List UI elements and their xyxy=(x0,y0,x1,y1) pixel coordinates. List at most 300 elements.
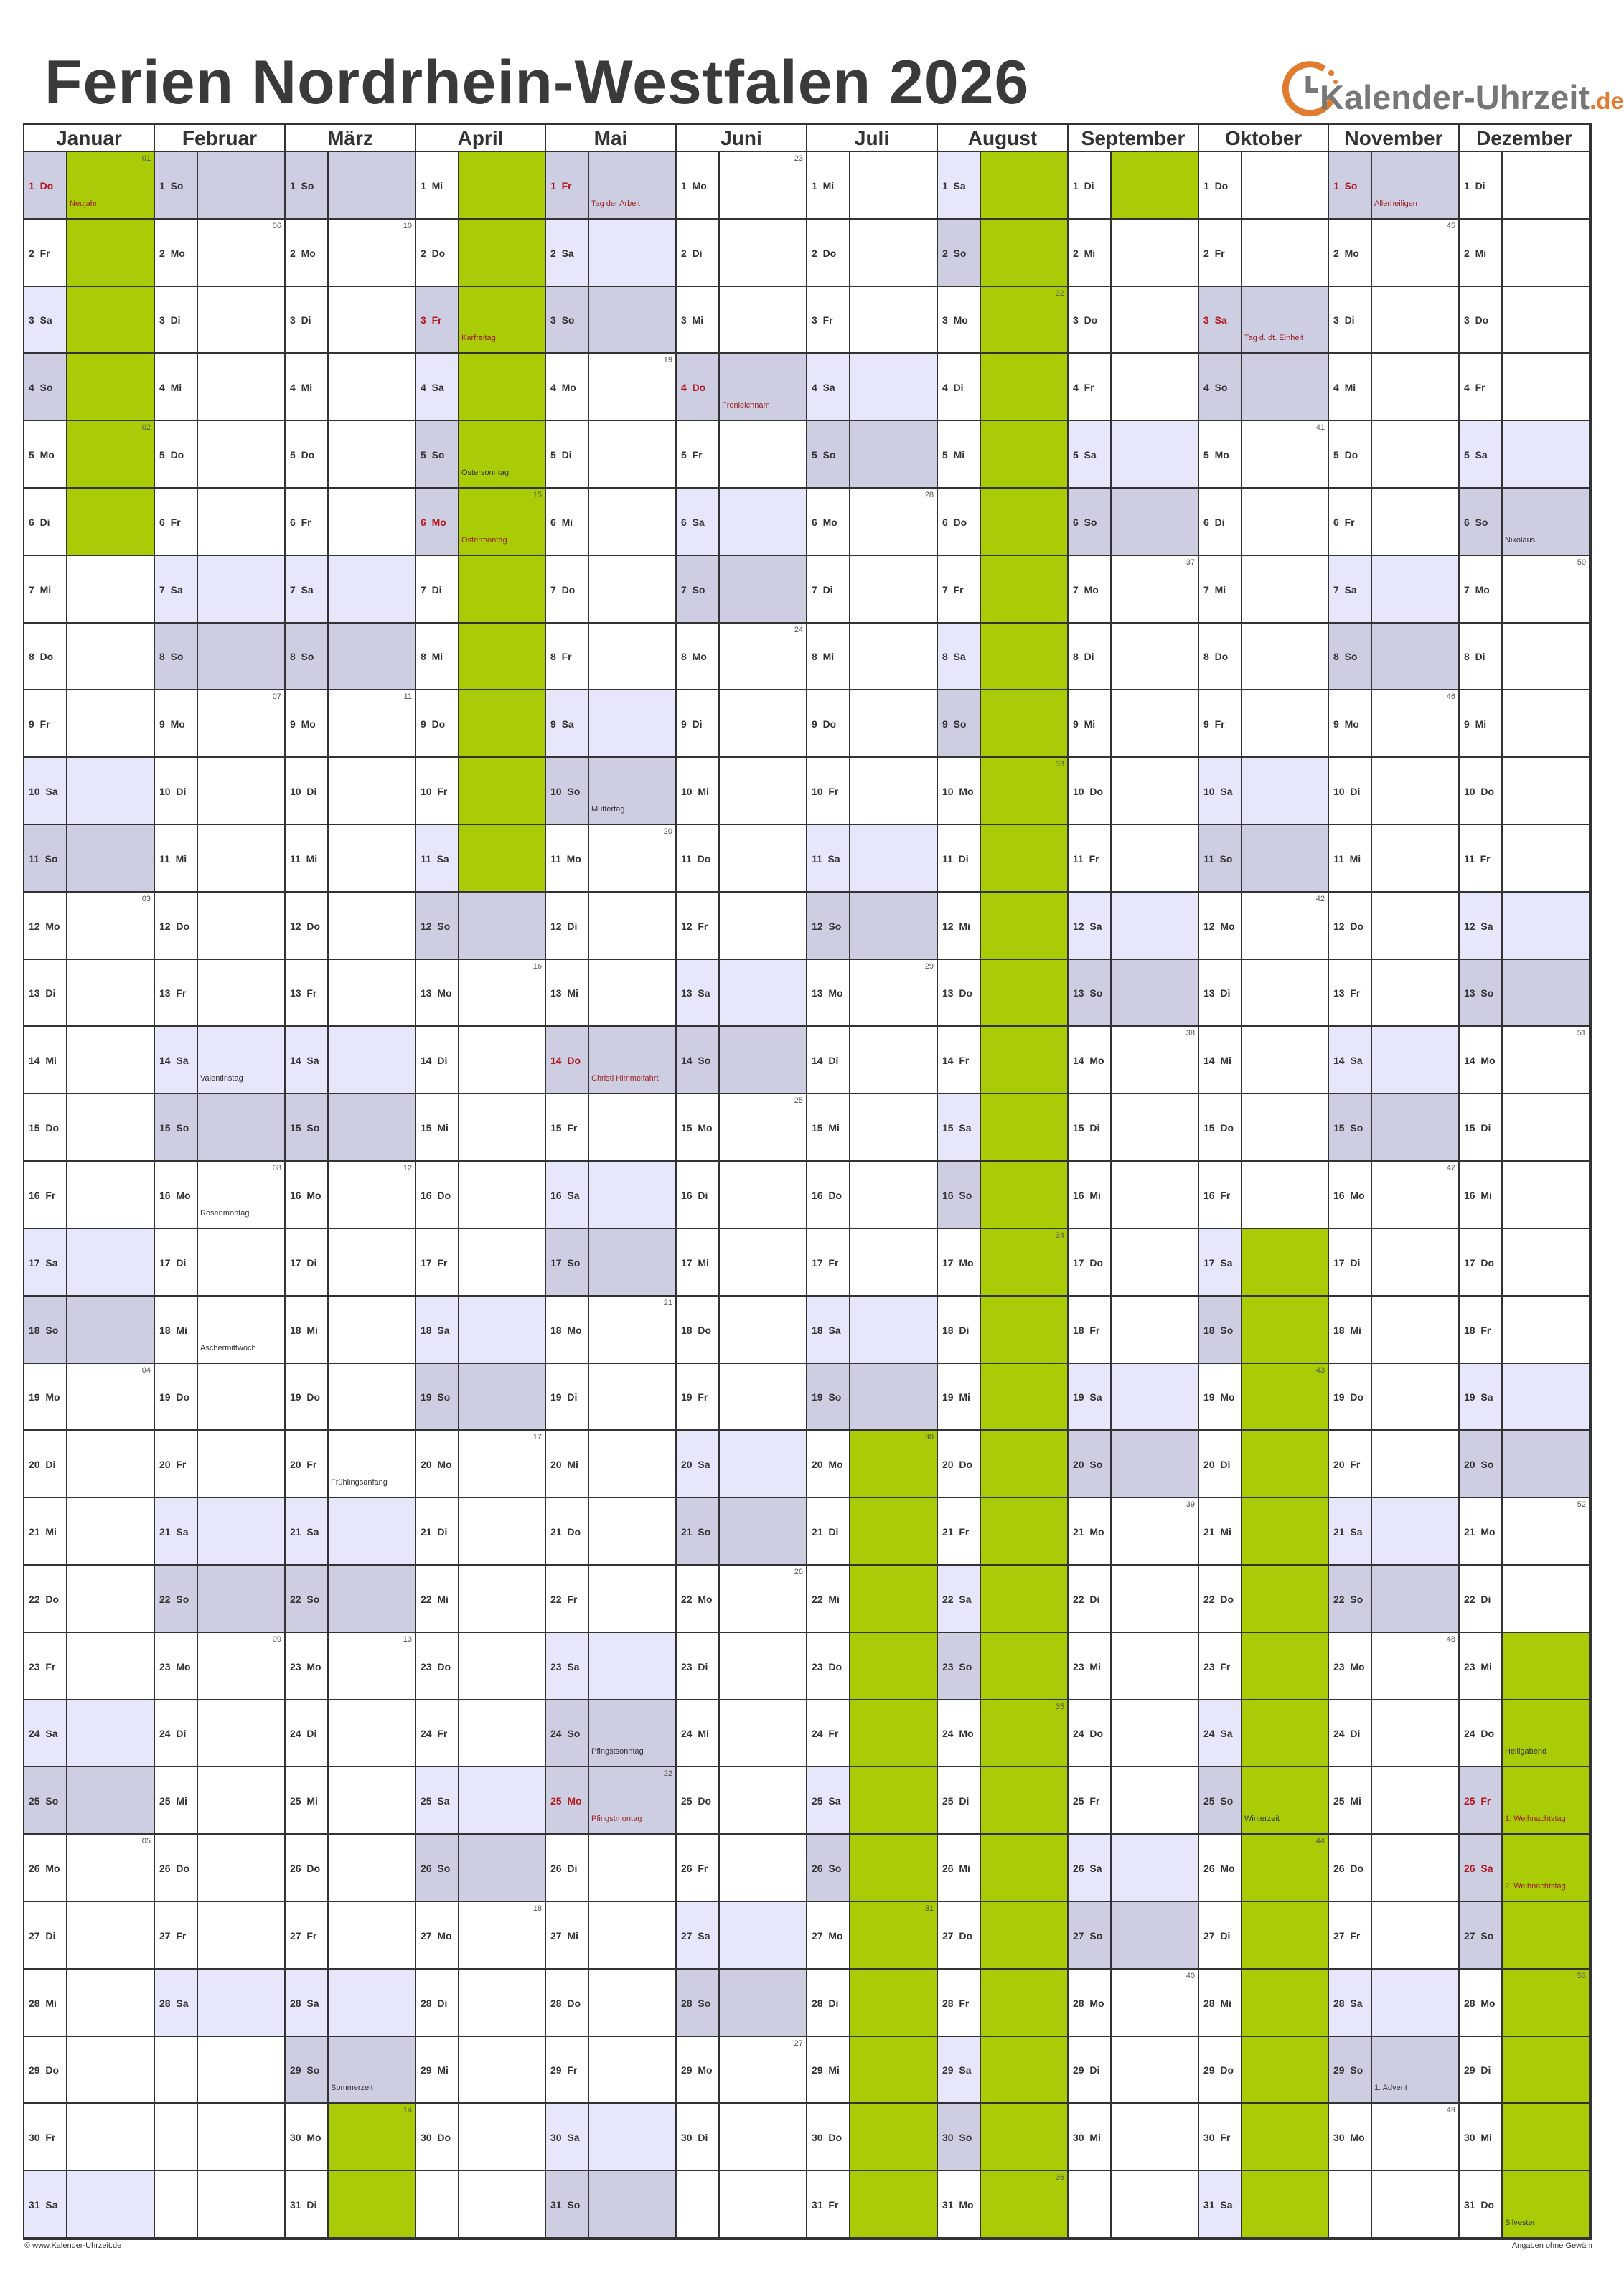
day-entry[interactable] xyxy=(1503,354,1590,421)
day-entry[interactable] xyxy=(720,1297,807,1364)
day-label[interactable] xyxy=(24,287,67,354)
day-label[interactable] xyxy=(1460,354,1503,421)
day-entry[interactable] xyxy=(459,1229,546,1297)
day-entry[interactable] xyxy=(1242,1767,1329,1835)
day-entry[interactable] xyxy=(198,354,286,421)
day-label[interactable] xyxy=(416,1970,459,2037)
day-entry[interactable] xyxy=(1112,1700,1199,1767)
day-label[interactable] xyxy=(416,1229,459,1297)
day-label[interactable] xyxy=(24,2037,67,2104)
day-label[interactable] xyxy=(1069,1633,1112,1700)
day-entry[interactable] xyxy=(720,1835,807,1902)
day-label[interactable] xyxy=(155,1700,198,1767)
day-entry[interactable] xyxy=(850,690,938,758)
day-label[interactable] xyxy=(1329,624,1372,690)
day-label[interactable] xyxy=(1069,1970,1112,2037)
day-entry[interactable] xyxy=(720,287,807,354)
day-label[interactable] xyxy=(546,758,589,825)
day-label[interactable] xyxy=(677,1767,720,1835)
day-label[interactable] xyxy=(155,1297,198,1364)
day-entry[interactable] xyxy=(981,690,1069,758)
day-label[interactable] xyxy=(1199,960,1242,1027)
day-label[interactable] xyxy=(416,354,459,421)
day-entry[interactable] xyxy=(850,1027,938,1094)
day-label[interactable] xyxy=(1460,152,1503,220)
day-entry[interactable] xyxy=(67,1970,155,2037)
day-label[interactable] xyxy=(546,1297,589,1364)
day-label[interactable] xyxy=(807,1431,850,1498)
day-label[interactable] xyxy=(155,1431,198,1498)
day-label[interactable] xyxy=(155,287,198,354)
day-label[interactable] xyxy=(1329,1902,1372,1970)
day-entry[interactable] xyxy=(1503,489,1590,556)
day-entry[interactable] xyxy=(720,1162,807,1229)
day-label[interactable] xyxy=(1069,1498,1112,1566)
day-entry[interactable] xyxy=(589,2171,677,2239)
day-label[interactable] xyxy=(1329,220,1372,287)
day-entry[interactable] xyxy=(1503,287,1590,354)
day-label[interactable] xyxy=(24,2171,67,2239)
day-label[interactable] xyxy=(1329,825,1372,893)
day-entry[interactable] xyxy=(720,1498,807,1566)
day-entry[interactable] xyxy=(459,758,546,825)
day-entry[interactable] xyxy=(198,758,286,825)
day-entry[interactable] xyxy=(459,624,546,690)
day-entry[interactable] xyxy=(720,690,807,758)
day-label[interactable] xyxy=(1329,354,1372,421)
day-label[interactable] xyxy=(807,220,850,287)
day-label[interactable] xyxy=(286,1633,329,1700)
day-entry[interactable] xyxy=(329,1229,416,1297)
day-entry[interactable] xyxy=(1372,421,1460,489)
day-entry[interactable] xyxy=(720,1364,807,1431)
day-entry[interactable] xyxy=(329,1970,416,2037)
day-entry[interactable] xyxy=(1503,556,1590,624)
day-entry[interactable] xyxy=(1503,220,1590,287)
day-label[interactable] xyxy=(1329,1566,1372,1633)
day-label[interactable] xyxy=(1460,1162,1503,1229)
day-entry[interactable] xyxy=(850,489,938,556)
day-label[interactable] xyxy=(1329,287,1372,354)
day-entry[interactable] xyxy=(720,1700,807,1767)
day-label[interactable] xyxy=(416,1902,459,1970)
day-entry[interactable] xyxy=(981,1835,1069,1902)
day-entry[interactable] xyxy=(720,152,807,220)
day-label[interactable] xyxy=(938,354,981,421)
day-entry[interactable] xyxy=(459,1094,546,1162)
day-label[interactable] xyxy=(24,1498,67,1566)
day-label[interactable] xyxy=(546,287,589,354)
day-entry[interactable] xyxy=(589,1767,677,1835)
day-entry[interactable] xyxy=(981,1229,1069,1297)
day-label[interactable] xyxy=(677,2037,720,2104)
day-entry[interactable] xyxy=(67,1364,155,1431)
day-entry[interactable] xyxy=(589,1566,677,1633)
day-entry[interactable] xyxy=(1372,489,1460,556)
day-label[interactable] xyxy=(807,421,850,489)
day-entry[interactable] xyxy=(198,1498,286,1566)
day-entry[interactable] xyxy=(981,758,1069,825)
day-label[interactable] xyxy=(1329,1767,1372,1835)
day-entry[interactable] xyxy=(589,421,677,489)
day-label[interactable] xyxy=(807,1902,850,1970)
day-label[interactable] xyxy=(24,690,67,758)
day-entry[interactable] xyxy=(850,825,938,893)
day-label[interactable] xyxy=(24,1229,67,1297)
day-entry[interactable] xyxy=(981,1700,1069,1767)
day-label[interactable] xyxy=(286,1902,329,1970)
day-label[interactable] xyxy=(1329,960,1372,1027)
day-entry[interactable] xyxy=(1372,1700,1460,1767)
day-label[interactable] xyxy=(546,2037,589,2104)
day-label[interactable] xyxy=(677,758,720,825)
day-label[interactable] xyxy=(677,1700,720,1767)
day-label[interactable] xyxy=(1460,1902,1503,1970)
day-entry[interactable] xyxy=(1112,1229,1199,1297)
day-label[interactable] xyxy=(938,1431,981,1498)
day-entry[interactable] xyxy=(589,624,677,690)
day-entry[interactable] xyxy=(720,1902,807,1970)
day-entry[interactable] xyxy=(850,2171,938,2239)
day-label[interactable] xyxy=(1199,287,1242,354)
day-entry[interactable] xyxy=(720,556,807,624)
day-label[interactable] xyxy=(416,624,459,690)
day-entry[interactable] xyxy=(329,421,416,489)
day-label[interactable] xyxy=(286,1566,329,1633)
day-entry[interactable] xyxy=(67,758,155,825)
day-entry[interactable] xyxy=(981,1431,1069,1498)
day-label[interactable] xyxy=(1199,1027,1242,1094)
day-label[interactable] xyxy=(807,1633,850,1700)
day-label[interactable] xyxy=(286,960,329,1027)
day-entry[interactable] xyxy=(1112,489,1199,556)
day-label[interactable] xyxy=(938,1162,981,1229)
day-label[interactable] xyxy=(286,2104,329,2171)
day-label[interactable] xyxy=(546,1767,589,1835)
day-entry[interactable] xyxy=(720,1431,807,1498)
day-entry[interactable] xyxy=(198,893,286,960)
day-label[interactable] xyxy=(416,1431,459,1498)
day-entry[interactable] xyxy=(459,825,546,893)
day-entry[interactable] xyxy=(720,220,807,287)
day-entry[interactable] xyxy=(198,152,286,220)
day-label[interactable] xyxy=(938,2171,981,2239)
day-label[interactable] xyxy=(1460,825,1503,893)
day-entry[interactable] xyxy=(981,1297,1069,1364)
day-entry[interactable] xyxy=(589,1297,677,1364)
day-label[interactable] xyxy=(677,1364,720,1431)
day-label[interactable] xyxy=(807,489,850,556)
day-entry[interactable] xyxy=(1242,1633,1329,1700)
day-label[interactable] xyxy=(416,1498,459,1566)
day-entry[interactable] xyxy=(198,1094,286,1162)
day-label[interactable] xyxy=(1069,2104,1112,2171)
day-label[interactable] xyxy=(155,1498,198,1566)
day-label[interactable] xyxy=(1069,1767,1112,1835)
day-entry[interactable] xyxy=(720,624,807,690)
day-entry[interactable] xyxy=(67,2037,155,2104)
day-label[interactable] xyxy=(1460,2171,1503,2239)
day-entry[interactable] xyxy=(1242,220,1329,287)
day-label[interactable] xyxy=(1199,2104,1242,2171)
day-label[interactable] xyxy=(286,1364,329,1431)
day-label[interactable] xyxy=(546,1027,589,1094)
day-label[interactable] xyxy=(1199,1498,1242,1566)
day-entry[interactable] xyxy=(198,1229,286,1297)
day-label[interactable] xyxy=(1329,421,1372,489)
day-entry[interactable] xyxy=(1503,421,1590,489)
day-entry[interactable] xyxy=(981,893,1069,960)
day-entry[interactable] xyxy=(329,489,416,556)
day-label[interactable] xyxy=(155,1835,198,1902)
day-entry[interactable] xyxy=(329,1094,416,1162)
day-entry[interactable] xyxy=(329,690,416,758)
day-entry[interactable] xyxy=(329,893,416,960)
day-label[interactable] xyxy=(1069,825,1112,893)
day-label[interactable] xyxy=(1329,1229,1372,1297)
day-label[interactable] xyxy=(677,354,720,421)
day-entry[interactable] xyxy=(329,354,416,421)
day-entry[interactable] xyxy=(1112,2104,1199,2171)
day-label[interactable] xyxy=(286,489,329,556)
day-label[interactable] xyxy=(807,354,850,421)
day-label[interactable] xyxy=(286,152,329,220)
day-entry[interactable] xyxy=(1112,1902,1199,1970)
day-entry[interactable] xyxy=(329,960,416,1027)
day-label[interactable] xyxy=(1199,1767,1242,1835)
day-entry[interactable] xyxy=(1112,1297,1199,1364)
day-label[interactable] xyxy=(1069,624,1112,690)
day-entry[interactable] xyxy=(459,1700,546,1767)
day-entry[interactable] xyxy=(1112,152,1199,220)
day-entry[interactable] xyxy=(1372,1902,1460,1970)
day-entry[interactable] xyxy=(1242,1431,1329,1498)
day-entry[interactable] xyxy=(850,421,938,489)
day-entry[interactable] xyxy=(1503,1835,1590,1902)
day-label[interactable] xyxy=(1199,893,1242,960)
day-label[interactable] xyxy=(546,489,589,556)
day-label[interactable] xyxy=(416,287,459,354)
day-label[interactable] xyxy=(1329,1970,1372,2037)
day-label[interactable] xyxy=(1460,2104,1503,2171)
day-label[interactable] xyxy=(1460,556,1503,624)
day-entry[interactable] xyxy=(329,1498,416,1566)
day-label[interactable] xyxy=(1069,1700,1112,1767)
day-entry[interactable] xyxy=(850,960,938,1027)
day-entry[interactable] xyxy=(850,1633,938,1700)
day-label[interactable] xyxy=(155,960,198,1027)
day-label[interactable] xyxy=(1460,1297,1503,1364)
day-label[interactable] xyxy=(807,825,850,893)
day-entry[interactable] xyxy=(198,421,286,489)
day-entry[interactable] xyxy=(1242,152,1329,220)
day-label[interactable] xyxy=(938,1633,981,1700)
day-entry[interactable] xyxy=(850,2037,938,2104)
day-label[interactable] xyxy=(1069,690,1112,758)
day-label[interactable] xyxy=(155,152,198,220)
day-label[interactable] xyxy=(807,758,850,825)
day-entry[interactable] xyxy=(198,287,286,354)
day-label[interactable] xyxy=(1069,1229,1112,1297)
day-label[interactable] xyxy=(546,1094,589,1162)
day-entry[interactable] xyxy=(1242,1229,1329,1297)
day-label[interactable] xyxy=(677,825,720,893)
day-entry[interactable] xyxy=(67,1902,155,1970)
day-entry[interactable] xyxy=(720,825,807,893)
day-label[interactable] xyxy=(1199,2037,1242,2104)
day-entry[interactable] xyxy=(67,354,155,421)
day-entry[interactable] xyxy=(1503,758,1590,825)
day-label[interactable] xyxy=(938,1902,981,1970)
day-label[interactable] xyxy=(1460,1229,1503,1297)
day-entry[interactable] xyxy=(1372,152,1460,220)
day-entry[interactable] xyxy=(720,2104,807,2171)
day-label[interactable] xyxy=(546,1498,589,1566)
day-entry[interactable] xyxy=(1372,1094,1460,1162)
day-entry[interactable] xyxy=(589,489,677,556)
day-label[interactable] xyxy=(286,556,329,624)
day-entry[interactable] xyxy=(67,1566,155,1633)
day-entry[interactable] xyxy=(1372,1835,1460,1902)
day-entry[interactable] xyxy=(1372,893,1460,960)
day-entry[interactable] xyxy=(329,1297,416,1364)
day-label[interactable] xyxy=(807,1297,850,1364)
day-label[interactable] xyxy=(416,893,459,960)
day-entry[interactable] xyxy=(329,1835,416,1902)
day-entry[interactable] xyxy=(589,1364,677,1431)
day-label[interactable] xyxy=(1199,1566,1242,1633)
day-label[interactable] xyxy=(938,825,981,893)
day-label[interactable] xyxy=(938,1970,981,2037)
day-label[interactable] xyxy=(677,152,720,220)
day-label[interactable] xyxy=(677,421,720,489)
day-entry[interactable] xyxy=(1372,1027,1460,1094)
day-entry[interactable] xyxy=(1242,758,1329,825)
day-label[interactable] xyxy=(416,1835,459,1902)
day-entry[interactable] xyxy=(981,825,1069,893)
day-entry[interactable] xyxy=(1242,1835,1329,1902)
day-label[interactable] xyxy=(286,220,329,287)
day-label[interactable] xyxy=(286,1094,329,1162)
day-label[interactable] xyxy=(677,1566,720,1633)
day-label[interactable] xyxy=(938,220,981,287)
day-label[interactable] xyxy=(1199,1633,1242,1700)
day-label[interactable] xyxy=(416,220,459,287)
day-label[interactable] xyxy=(1199,758,1242,825)
day-entry[interactable] xyxy=(589,1229,677,1297)
day-label[interactable] xyxy=(1329,2037,1372,2104)
day-label[interactable] xyxy=(1069,354,1112,421)
day-entry[interactable] xyxy=(459,287,546,354)
day-label[interactable] xyxy=(807,1970,850,2037)
day-entry[interactable] xyxy=(1503,1162,1590,1229)
day-entry[interactable] xyxy=(1372,1498,1460,1566)
day-label[interactable] xyxy=(807,2037,850,2104)
day-entry[interactable] xyxy=(589,1633,677,1700)
day-entry[interactable] xyxy=(981,2171,1069,2239)
day-label[interactable] xyxy=(546,556,589,624)
day-entry[interactable] xyxy=(67,556,155,624)
day-entry[interactable] xyxy=(1242,354,1329,421)
day-label[interactable] xyxy=(546,624,589,690)
day-label[interactable] xyxy=(546,1431,589,1498)
day-entry[interactable] xyxy=(329,2171,416,2239)
day-label[interactable] xyxy=(1069,1431,1112,1498)
day-label[interactable] xyxy=(24,1902,67,1970)
day-label[interactable] xyxy=(416,1027,459,1094)
day-label[interactable] xyxy=(24,2104,67,2171)
day-entry[interactable] xyxy=(1503,1027,1590,1094)
day-label[interactable] xyxy=(807,960,850,1027)
day-entry[interactable] xyxy=(850,220,938,287)
day-entry[interactable] xyxy=(1503,1902,1590,1970)
day-entry[interactable] xyxy=(850,893,938,960)
day-label[interactable] xyxy=(286,1498,329,1566)
day-label[interactable] xyxy=(24,1970,67,2037)
day-label[interactable] xyxy=(1199,1229,1242,1297)
day-entry[interactable] xyxy=(1372,1633,1460,1700)
day-label[interactable] xyxy=(1329,1027,1372,1094)
day-label[interactable] xyxy=(286,354,329,421)
day-entry[interactable] xyxy=(1503,2171,1590,2239)
day-label[interactable] xyxy=(1199,489,1242,556)
day-label[interactable] xyxy=(286,2171,329,2239)
day-entry[interactable] xyxy=(850,556,938,624)
day-entry[interactable] xyxy=(329,2037,416,2104)
day-entry[interactable] xyxy=(720,1970,807,2037)
day-label[interactable] xyxy=(416,1162,459,1229)
day-entry[interactable] xyxy=(198,960,286,1027)
day-label[interactable] xyxy=(1460,1700,1503,1767)
day-label[interactable] xyxy=(677,624,720,690)
day-entry[interactable] xyxy=(1112,556,1199,624)
day-entry[interactable] xyxy=(589,960,677,1027)
day-label[interactable] xyxy=(1069,1566,1112,1633)
day-label[interactable] xyxy=(286,893,329,960)
day-entry[interactable] xyxy=(459,1431,546,1498)
day-label[interactable] xyxy=(416,556,459,624)
day-entry[interactable] xyxy=(1112,1431,1199,1498)
day-label[interactable] xyxy=(938,893,981,960)
day-entry[interactable] xyxy=(850,1364,938,1431)
day-entry[interactable] xyxy=(1112,960,1199,1027)
day-label[interactable] xyxy=(24,1835,67,1902)
day-entry[interactable] xyxy=(1242,421,1329,489)
day-label[interactable] xyxy=(24,489,67,556)
day-label[interactable] xyxy=(286,825,329,893)
day-label[interactable] xyxy=(677,1498,720,1566)
day-label[interactable] xyxy=(1329,2104,1372,2171)
day-label[interactable] xyxy=(416,1297,459,1364)
day-label[interactable] xyxy=(286,1970,329,2037)
day-label[interactable] xyxy=(807,556,850,624)
day-entry[interactable] xyxy=(589,1902,677,1970)
day-entry[interactable] xyxy=(329,152,416,220)
day-label[interactable] xyxy=(155,1902,198,1970)
day-entry[interactable] xyxy=(198,1566,286,1633)
day-label[interactable] xyxy=(286,624,329,690)
day-entry[interactable] xyxy=(459,1297,546,1364)
day-entry[interactable] xyxy=(720,2037,807,2104)
day-label[interactable] xyxy=(286,287,329,354)
day-label[interactable] xyxy=(1199,556,1242,624)
day-entry[interactable] xyxy=(1112,1498,1199,1566)
day-entry[interactable] xyxy=(1503,2037,1590,2104)
day-label[interactable] xyxy=(155,1970,198,2037)
day-label[interactable] xyxy=(1069,1027,1112,1094)
day-entry[interactable] xyxy=(1242,624,1329,690)
day-entry[interactable] xyxy=(981,1498,1069,1566)
